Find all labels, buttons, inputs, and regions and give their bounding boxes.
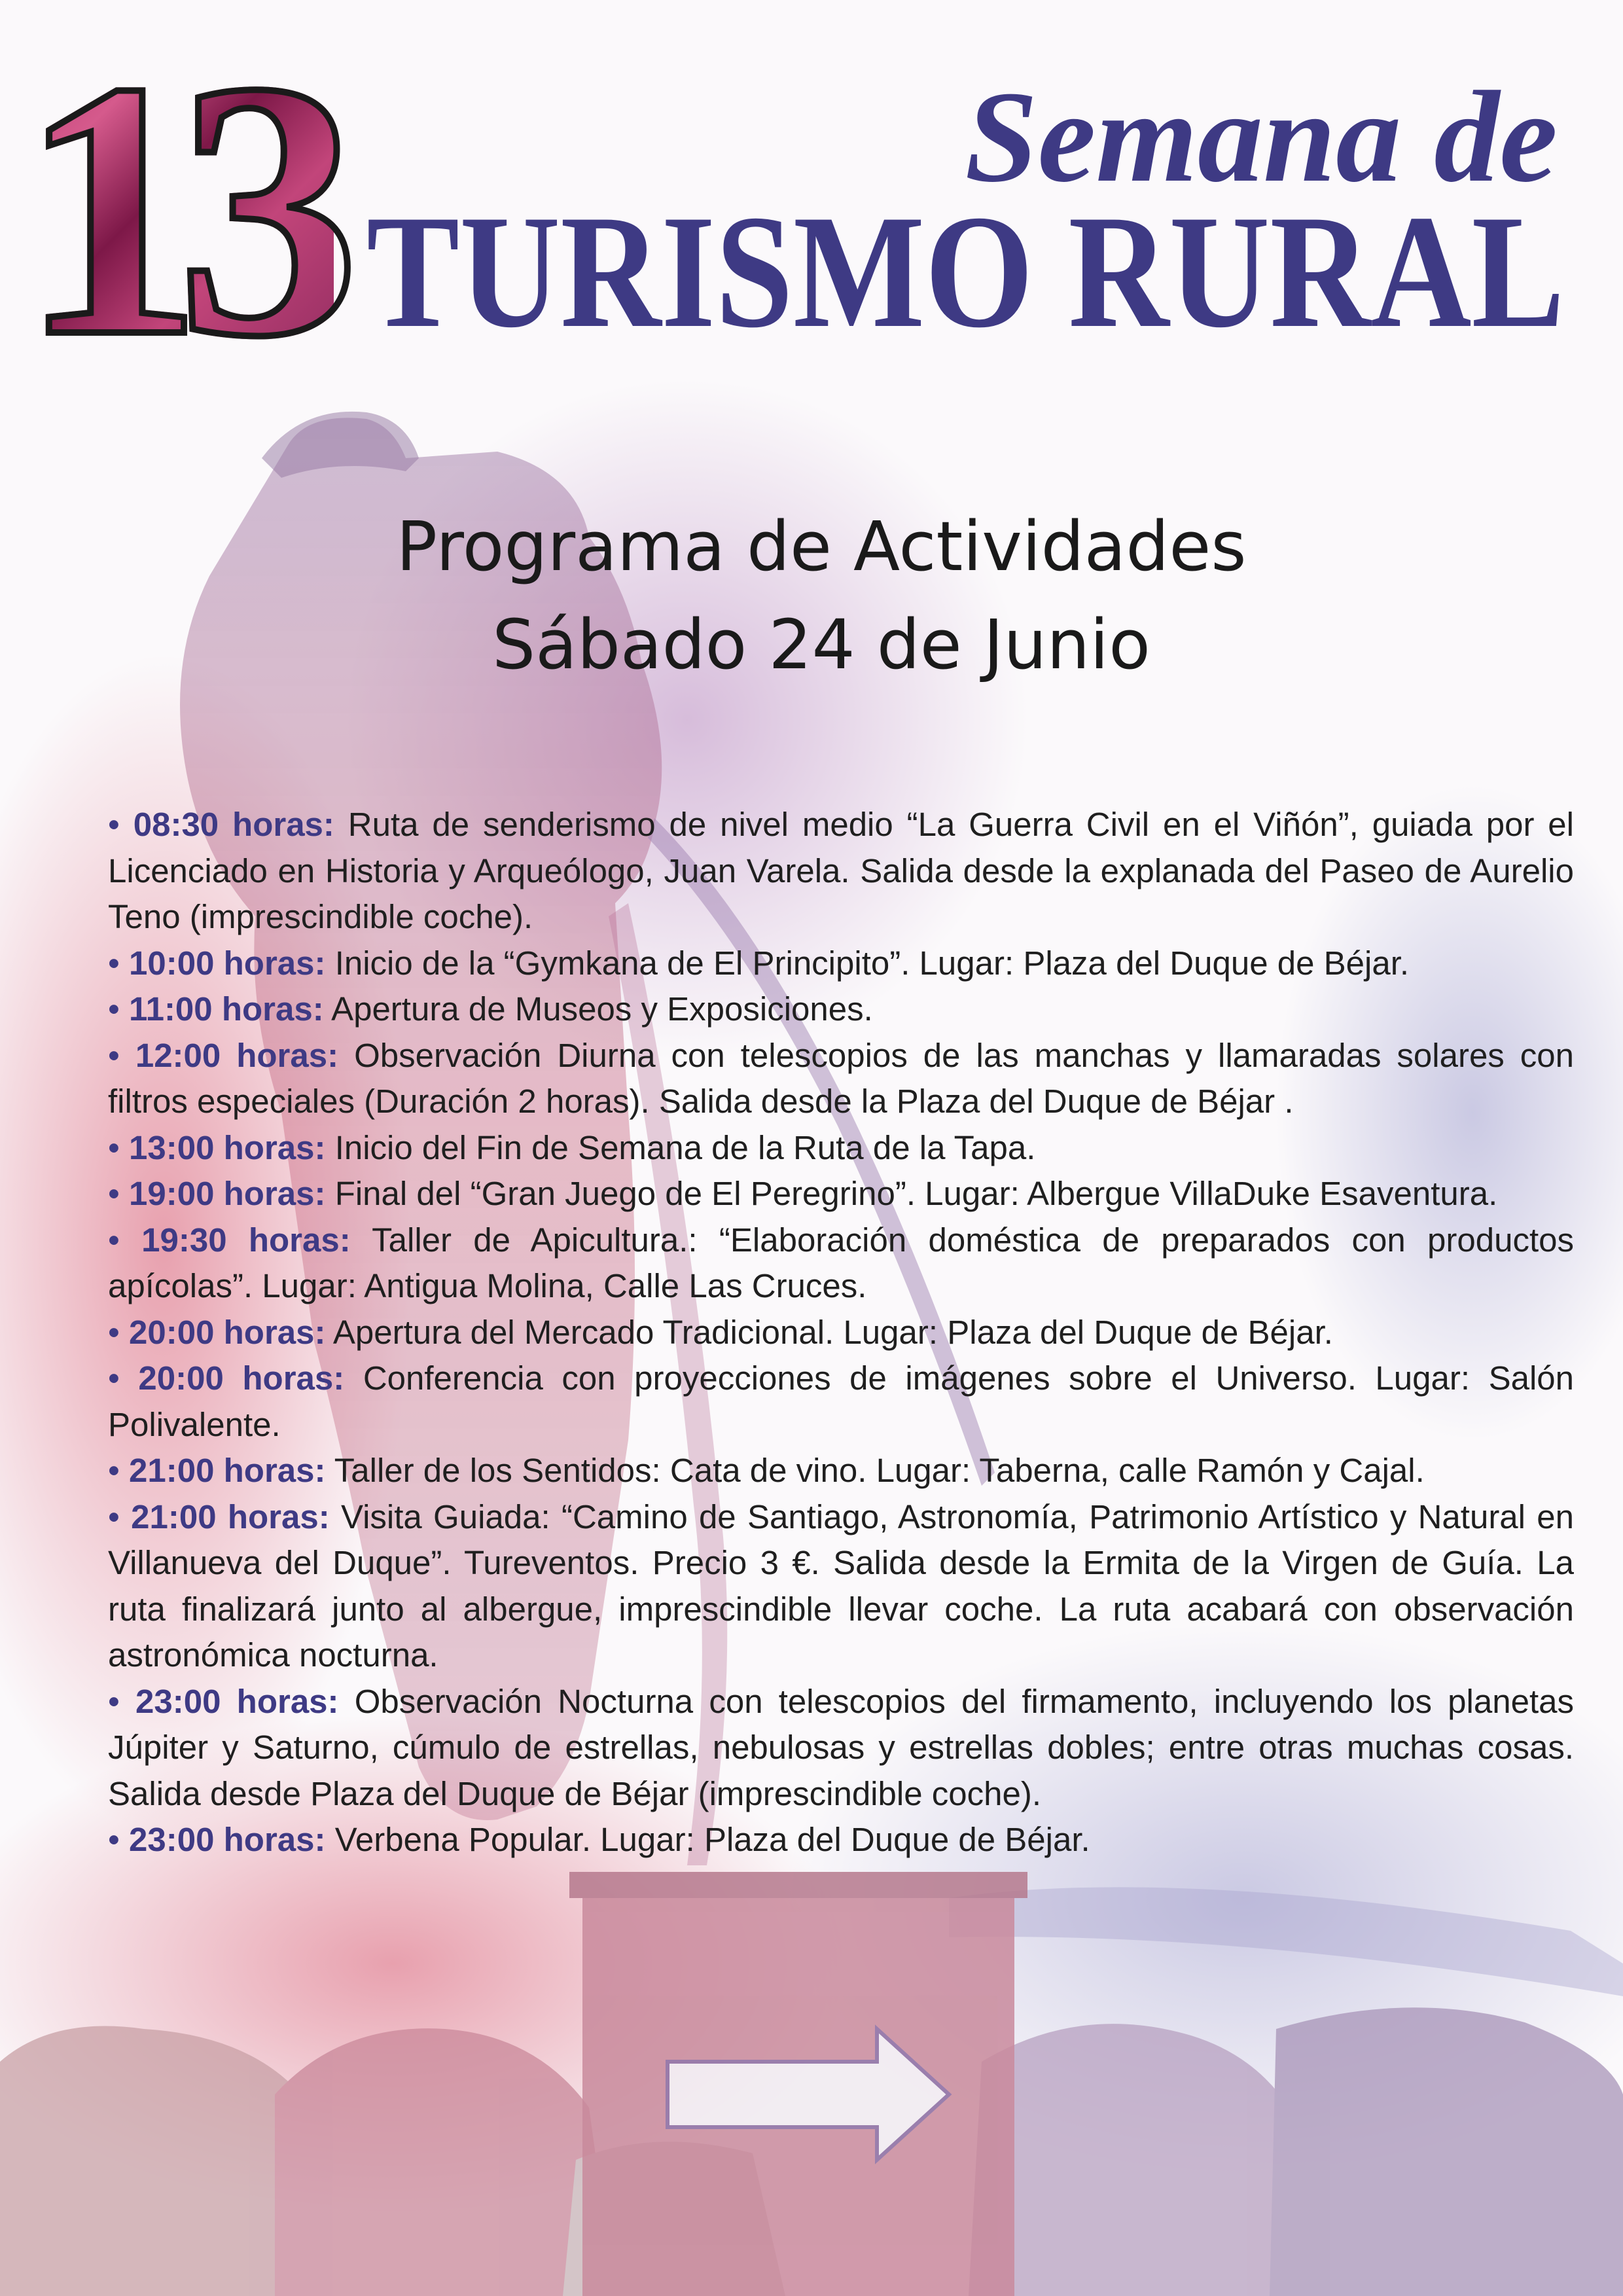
schedule-time: 13:00 horas: xyxy=(129,1128,326,1166)
schedule-time: 23:00 horas: xyxy=(129,1821,326,1858)
bullet-icon: • xyxy=(108,1128,120,1166)
schedule-time: 12:00 horas: xyxy=(135,1036,339,1074)
schedule-item xyxy=(108,1494,1574,1679)
schedule-description: Conferencia con proyecciones de imágenes sobre el Universo. Lugar: Salón Polivalente. xyxy=(108,1359,1575,1443)
schedule-item xyxy=(108,1310,1574,1356)
schedule-item xyxy=(108,1679,1574,1818)
schedule-description: Taller de Apicultura.: “Elaboración doméstica de preparados con productos apícolas”. Lugar: Antigua Molina, Calle Las Cruces. xyxy=(108,1221,1575,1304)
program-title: Programa de Actividades xyxy=(396,507,1247,586)
bullet-icon: • xyxy=(108,1498,120,1535)
schedule-item xyxy=(108,1033,1574,1125)
schedule-time: 23:00 horas: xyxy=(135,1682,339,1720)
title-semana-de: Semana de xyxy=(965,65,1558,209)
schedule-description: Observación Diurna con telescopios de las manchas y llamaradas solares con filtros especiales (Duración 2 horas). Salida desde la Plaza del Duque de Béjar . xyxy=(108,1036,1574,1120)
schedule-time: 21:00 horas: xyxy=(131,1498,330,1535)
schedule-item xyxy=(108,1125,1574,1172)
bullet-icon: • xyxy=(108,1682,120,1720)
bullet-icon: • xyxy=(108,944,120,982)
schedule-item xyxy=(108,1171,1574,1217)
bullet-icon: • xyxy=(108,1821,120,1858)
schedule-item xyxy=(108,986,1574,1033)
edition-number: 13 xyxy=(20,7,334,412)
schedule-description: Apertura de Museos y Exposiciones. xyxy=(331,990,873,1028)
schedule-description: Final del “Gran Juego de El Peregrino”. Lugar: Albergue VillaDuke Esaventura. xyxy=(334,1175,1498,1212)
bullet-icon: • xyxy=(108,1359,120,1397)
schedule-item xyxy=(108,1217,1574,1310)
schedule-description: Visita Guiada: “Camino de Santiago, Astronomía, Patrimonio Artístico y Natural en Villanueva del Duque”. Tureventos. Precio 3 €. Salida desde la Ermita de la Virgen de Guía. La ruta finalizará junto al albergue, imprescindible llevar coche. La ruta acabará con observación astronómica nocturna. xyxy=(108,1498,1575,1674)
schedule-item xyxy=(108,1355,1574,1448)
bullet-icon: • xyxy=(108,1221,120,1259)
schedule-time: 20:00 horas: xyxy=(129,1313,326,1351)
bullet-icon: • xyxy=(108,1036,120,1074)
schedule-description: Apertura del Mercado Tradicional. Lugar: Plaza del Duque de Béjar. xyxy=(332,1313,1333,1351)
bullet-icon: • xyxy=(108,1452,120,1489)
bullet-icon: • xyxy=(108,806,120,843)
schedule-description: Taller de los Sentidos: Cata de vino. Lugar: Taberna, calle Ramón y Cajal. xyxy=(334,1452,1425,1489)
schedule-item xyxy=(108,941,1574,987)
schedule-time: 19:00 horas: xyxy=(129,1175,326,1212)
title-turismo-rural: TURISMO RURAL xyxy=(366,181,1565,361)
schedule-description: Inicio del Fin de Semana de la Ruta de la Tapa. xyxy=(334,1128,1036,1166)
bullet-icon: • xyxy=(108,990,120,1028)
schedule-description: Observación Nocturna con telescopios del firmamento, incluyendo los planetas Júpiter y Saturno, cúmulo de estrellas, nebulosas y estrellas dobles; entre otras muchas cosas. Salida desde Plaza del Duque de Béjar (imprescindible coche). xyxy=(108,1682,1574,1812)
schedule-time: 10:00 horas: xyxy=(129,944,326,982)
schedule-description: Ruta de senderismo de nivel medio “La Guerra Civil en el Viñón”, guiada por el Licenciado en Historia y Arqueólogo, Juan Varela. Salida desde la explanada del Paseo de Aurelio Teno (imprescindible coche). xyxy=(108,806,1574,935)
schedule-time: 19:30 horas: xyxy=(141,1221,351,1259)
program-date: Sábado 24 de Junio xyxy=(492,605,1150,685)
schedule-item xyxy=(108,1448,1574,1494)
schedule-list xyxy=(108,802,1574,1863)
schedule-time: 08:30 horas: xyxy=(133,806,334,843)
program-heading xyxy=(0,497,1623,694)
bullet-icon: • xyxy=(108,1175,120,1212)
schedule-item xyxy=(108,802,1574,941)
schedule-time: 21:00 horas: xyxy=(129,1452,326,1489)
schedule-description: Verbena Popular. Lugar: Plaza del Duque de Béjar. xyxy=(334,1821,1090,1858)
schedule-time: 11:00 horas: xyxy=(129,990,324,1028)
arrow-sign-post xyxy=(569,1872,1027,2296)
schedule-description: Inicio de la “Gymkana de El Principito”. Lugar: Plaza del Duque de Béjar. xyxy=(334,944,1410,982)
schedule-item xyxy=(108,1817,1574,1863)
bullet-icon: • xyxy=(108,1313,120,1351)
schedule-time: 20:00 horas: xyxy=(138,1359,345,1397)
